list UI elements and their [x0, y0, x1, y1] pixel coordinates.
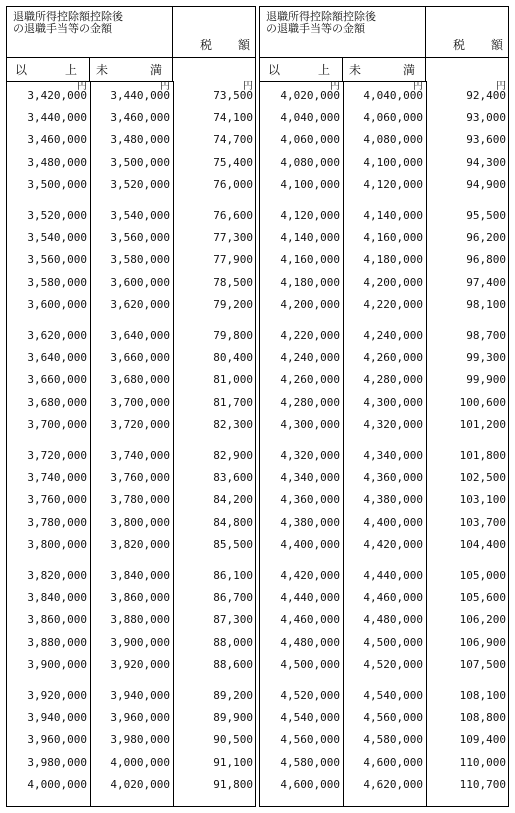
amount-to-cell: 3,580,000 [110, 253, 170, 267]
amount-to-cell: 4,060,000 [363, 111, 423, 125]
table-row [7, 111, 255, 129]
amount-from-cell: 3,520,000 [27, 209, 87, 222]
amount-from-cell: 3,900,000 [27, 657, 87, 671]
table-row [260, 276, 508, 294]
amount-to-cell: 3,540,000 [110, 209, 170, 222]
amount-to-cell: 4,360,000 [363, 471, 423, 485]
tax-amount-cell: 82,900 [213, 449, 253, 462]
table-row [260, 516, 508, 534]
amount-from-cell: 4,580,000 [280, 755, 340, 769]
amount-to-cell: 4,120,000 [363, 177, 423, 191]
tax-table-right [259, 6, 509, 807]
amount-header-line2: の退職手当等の金額 [266, 22, 365, 35]
amount-to-cell: 4,160,000 [363, 231, 423, 245]
tax-amount-cell: 88,600 [213, 657, 253, 671]
amount-to-cell: 4,140,000 [363, 209, 423, 222]
tax-amount-cell: 100,600 [459, 395, 506, 409]
tax-amount-cell: 76,600 [213, 209, 253, 222]
amount-to-cell: 4,440,000 [363, 569, 423, 582]
table-row [260, 329, 508, 347]
table-row [7, 418, 255, 436]
table-row [7, 756, 255, 774]
tax-amount-cell: 81,700 [213, 395, 253, 409]
amount-from-cell: 3,560,000 [27, 253, 87, 267]
tax-amount-cell: 80,400 [213, 351, 253, 365]
amount-to-cell: 4,340,000 [363, 449, 423, 462]
amount-from-cell: 4,040,000 [280, 111, 340, 125]
table-row [7, 733, 255, 751]
table-row [260, 471, 508, 489]
table-row [7, 658, 255, 676]
table-row [260, 756, 508, 774]
tax-header [173, 7, 255, 81]
amount-from-cell: 4,120,000 [280, 209, 340, 222]
table-row [7, 276, 255, 294]
table-row [7, 253, 255, 271]
amount-from-cell: 4,300,000 [280, 417, 340, 431]
amount-to-cell: 3,920,000 [110, 657, 170, 671]
tax-amount-cell: 96,200 [466, 231, 506, 245]
amount-from-cell: 4,060,000 [280, 133, 340, 147]
amount-to-cell: 4,540,000 [363, 689, 423, 702]
tax-amount-cell: 87,300 [213, 613, 253, 627]
amount-to-cell: 4,300,000 [363, 395, 423, 409]
tax-amount-cell: 103,700 [459, 515, 506, 529]
amount-to-cell: 3,640,000 [110, 329, 170, 342]
amount-to-cell: 3,660,000 [110, 351, 170, 365]
tax-amount-cell: 91,100 [213, 755, 253, 769]
table-row [7, 569, 255, 587]
amount-to-cell: 3,520,000 [110, 177, 170, 191]
amount-from-cell: 3,640,000 [27, 351, 87, 365]
table-row [260, 178, 508, 196]
amount-from-cell: 4,020,000 [280, 89, 340, 102]
table-row [7, 178, 255, 196]
tax-amount-cell: 90,500 [213, 733, 253, 747]
amount-to-cell: 4,260,000 [363, 351, 423, 365]
tax-amount-cell: 95,500 [466, 209, 506, 222]
amount-to-cell: 4,600,000 [363, 755, 423, 769]
tax-amount-cell: 105,600 [459, 591, 506, 605]
amount-from-cell: 4,100,000 [280, 177, 340, 191]
col-ijo-char2: 上 [317, 62, 330, 77]
tax-header-char1: 税 [452, 37, 465, 52]
table-row [7, 471, 255, 489]
amount-from-cell: 3,600,000 [27, 297, 87, 311]
amount-from-cell: 4,080,000 [280, 155, 340, 169]
tax-amount-cell: 84,200 [213, 493, 253, 507]
table-row [7, 493, 255, 511]
table-row [260, 133, 508, 151]
table-row [7, 373, 255, 391]
tax-amount-cell: 106,200 [459, 613, 506, 627]
tax-amount-cell: 81,000 [213, 373, 253, 387]
col-header-ijo [260, 57, 343, 81]
table-row [260, 658, 508, 676]
amount-to-cell: 3,800,000 [110, 515, 170, 529]
tax-amount-cell: 84,800 [213, 515, 253, 529]
tax-amount-cell: 110,700 [459, 777, 506, 791]
amount-to-cell: 4,240,000 [363, 329, 423, 342]
tax-amount-cell: 88,000 [213, 635, 253, 649]
sub-header [7, 57, 173, 82]
amount-to-cell: 3,960,000 [110, 711, 170, 725]
amount-from-cell: 4,140,000 [280, 231, 340, 245]
tax-amount-cell: 92,400 [466, 89, 506, 102]
col-header-miman [343, 57, 426, 81]
amount-from-cell: 3,880,000 [27, 635, 87, 649]
amount-from-cell: 4,380,000 [280, 515, 340, 529]
amount-to-cell: 4,580,000 [363, 733, 423, 747]
amount-to-cell: 3,940,000 [110, 689, 170, 702]
amount-to-cell: 4,320,000 [363, 417, 423, 431]
amount-from-cell: 3,660,000 [27, 373, 87, 387]
amount-from-cell: 3,740,000 [27, 471, 87, 485]
amount-to-cell: 4,180,000 [363, 253, 423, 267]
table-row [260, 569, 508, 587]
table-row [7, 689, 255, 707]
amount-to-cell: 4,620,000 [363, 777, 423, 791]
amount-from-cell: 4,260,000 [280, 373, 340, 387]
amount-to-cell: 3,900,000 [110, 635, 170, 649]
amount-from-cell: 4,340,000 [280, 471, 340, 485]
table-row [260, 89, 508, 107]
table-row [7, 591, 255, 609]
table-row [7, 156, 255, 174]
amount-to-cell: 3,620,000 [110, 297, 170, 311]
amount-from-cell: 3,720,000 [27, 449, 87, 462]
tax-amount-cell: 104,400 [459, 537, 506, 551]
col-header-ijo [7, 57, 90, 81]
col-miman-char2: 満 [149, 62, 162, 77]
amount-from-cell: 3,980,000 [27, 755, 87, 769]
table-row [260, 231, 508, 249]
table-row [260, 111, 508, 129]
amount-from-cell: 3,860,000 [27, 613, 87, 627]
amount-to-cell: 4,200,000 [363, 275, 423, 289]
unit-label: 円 [330, 81, 340, 92]
tax-amount-cell: 98,700 [466, 329, 506, 342]
amount-from-cell: 3,800,000 [27, 537, 87, 551]
amount-to-cell: 4,400,000 [363, 515, 423, 529]
tax-amount-cell: 97,400 [466, 275, 506, 289]
amount-to-cell: 4,520,000 [363, 657, 423, 671]
amount-from-cell: 4,480,000 [280, 635, 340, 649]
tax-amount-cell: 86,700 [213, 591, 253, 605]
amount-from-cell: 4,220,000 [280, 329, 340, 342]
amount-from-cell: 3,620,000 [27, 329, 87, 342]
amount-from-cell: 4,360,000 [280, 493, 340, 507]
table-row [260, 711, 508, 729]
amount-from-cell: 3,420,000 [27, 89, 87, 102]
col-ijo-char1: 以 [268, 62, 281, 77]
amount-from-cell: 4,240,000 [280, 351, 340, 365]
amount-to-cell: 4,380,000 [363, 493, 423, 507]
amount-from-cell: 3,960,000 [27, 733, 87, 747]
amount-to-cell: 4,000,000 [110, 755, 170, 769]
amount-to-cell: 3,480,000 [110, 133, 170, 147]
col-miman-char1: 未 [96, 62, 109, 77]
tax-amount-cell: 94,300 [466, 155, 506, 169]
amount-from-cell: 3,500,000 [27, 177, 87, 191]
table-row [260, 396, 508, 414]
amount-header-line2: の退職手当等の金額 [13, 22, 112, 35]
tax-amount-cell: 74,700 [213, 133, 253, 147]
table-row [7, 351, 255, 369]
table-row [260, 613, 508, 631]
table-row [260, 373, 508, 391]
amount-header-line1: 退職所得控除額控除後 [13, 10, 123, 23]
table-row [260, 733, 508, 751]
tax-header-char2: 額 [238, 37, 251, 52]
amount-from-cell: 3,760,000 [27, 493, 87, 507]
amount-header-line1: 退職所得控除額控除後 [266, 10, 376, 23]
amount-from-cell: 4,160,000 [280, 253, 340, 267]
amount-from-cell: 4,600,000 [280, 777, 340, 791]
unit-label: 円 [496, 81, 506, 92]
tax-amount-cell: 75,400 [213, 155, 253, 169]
amount-to-cell: 3,600,000 [110, 275, 170, 289]
tax-amount-cell: 74,100 [213, 111, 253, 125]
tax-amount-cell: 93,000 [466, 111, 506, 125]
amount-to-cell: 3,860,000 [110, 591, 170, 605]
table-row [7, 396, 255, 414]
amount-from-cell: 4,320,000 [280, 449, 340, 462]
tax-header-char2: 額 [491, 37, 504, 52]
tax-table-left [6, 6, 256, 807]
amount-from-cell: 4,180,000 [280, 275, 340, 289]
amount-from-cell: 3,580,000 [27, 275, 87, 289]
amount-from-cell: 3,780,000 [27, 515, 87, 529]
tax-amount-cell: 106,900 [459, 635, 506, 649]
tax-amount-cell: 101,800 [459, 449, 506, 462]
amount-to-cell: 4,280,000 [363, 373, 423, 387]
table-row [7, 516, 255, 534]
tax-amount-cell: 79,800 [213, 329, 253, 342]
tax-amount-cell: 78,500 [213, 275, 253, 289]
amount-header [7, 7, 173, 57]
tax-amount-cell: 99,900 [466, 373, 506, 387]
unit-label: 円 [160, 81, 170, 92]
amount-from-cell: 3,540,000 [27, 231, 87, 245]
table-row [260, 209, 508, 227]
tax-amount-cell: 96,800 [466, 253, 506, 267]
amount-to-cell: 4,040,000 [363, 89, 423, 102]
table-row [260, 778, 508, 796]
amount-to-cell: 3,740,000 [110, 449, 170, 462]
table-row [7, 231, 255, 249]
amount-to-cell: 4,480,000 [363, 613, 423, 627]
amount-to-cell: 3,460,000 [110, 111, 170, 125]
tax-amount-cell: 105,000 [459, 569, 506, 582]
amount-to-cell: 3,980,000 [110, 733, 170, 747]
amount-from-cell: 4,280,000 [280, 395, 340, 409]
amount-from-cell: 4,520,000 [280, 689, 340, 702]
tax-amount-cell: 77,300 [213, 231, 253, 245]
amount-to-cell: 4,020,000 [110, 777, 170, 791]
table-row [260, 636, 508, 654]
amount-header [260, 7, 426, 57]
tax-amount-cell: 85,500 [213, 537, 253, 551]
tax-amount-cell: 73,500 [213, 89, 253, 102]
amount-from-cell: 4,440,000 [280, 591, 340, 605]
amount-from-cell: 3,840,000 [27, 591, 87, 605]
amount-from-cell: 3,480,000 [27, 155, 87, 169]
table-row [7, 538, 255, 556]
amount-to-cell: 4,420,000 [363, 537, 423, 551]
amount-from-cell: 3,680,000 [27, 395, 87, 409]
amount-from-cell: 3,940,000 [27, 711, 87, 725]
amount-from-cell: 4,200,000 [280, 297, 340, 311]
amount-from-cell: 3,920,000 [27, 689, 87, 702]
amount-from-cell: 4,460,000 [280, 613, 340, 627]
table-row [7, 298, 255, 316]
amount-to-cell: 4,460,000 [363, 591, 423, 605]
amount-from-cell: 4,560,000 [280, 733, 340, 747]
amount-to-cell: 4,220,000 [363, 297, 423, 311]
table-row [260, 591, 508, 609]
col-header-miman [90, 57, 173, 81]
amount-from-cell: 3,440,000 [27, 111, 87, 125]
amount-from-cell: 4,000,000 [27, 777, 87, 791]
tax-amount-cell: 91,800 [213, 777, 253, 791]
table-row [7, 613, 255, 631]
amount-to-cell: 4,080,000 [363, 133, 423, 147]
tax-amount-cell: 77,900 [213, 253, 253, 267]
amount-to-cell: 4,500,000 [363, 635, 423, 649]
tax-amount-cell: 108,100 [459, 689, 506, 702]
unit-label: 円 [413, 81, 423, 92]
tax-amount-cell: 110,000 [459, 755, 506, 769]
table-row [7, 711, 255, 729]
amount-to-cell: 3,680,000 [110, 373, 170, 387]
amount-to-cell: 3,880,000 [110, 613, 170, 627]
col-miman-char1: 未 [349, 62, 362, 77]
col-ijo-char2: 上 [64, 62, 77, 77]
tax-amount-cell: 102,500 [459, 471, 506, 485]
tax-header [426, 7, 508, 81]
col-miman-char2: 満 [402, 62, 415, 77]
tax-amount-cell: 83,600 [213, 471, 253, 485]
table-row [260, 493, 508, 511]
table-row [260, 253, 508, 271]
table-row [7, 778, 255, 796]
unit-label: 円 [243, 81, 253, 92]
tax-amount-cell: 82,300 [213, 417, 253, 431]
col-ijo-char1: 以 [15, 62, 28, 77]
table-row [7, 133, 255, 151]
table-row [260, 298, 508, 316]
tax-amount-cell: 89,200 [213, 689, 253, 702]
table-row [7, 89, 255, 107]
sub-header [260, 57, 426, 82]
tax-amount-cell: 99,300 [466, 351, 506, 365]
amount-to-cell: 4,560,000 [363, 711, 423, 725]
table-row [7, 449, 255, 467]
table-row [7, 329, 255, 347]
table-row [260, 449, 508, 467]
tax-header-char1: 税 [199, 37, 212, 52]
table-row [260, 156, 508, 174]
amount-from-cell: 3,700,000 [27, 417, 87, 431]
tax-amount-cell: 103,100 [459, 493, 506, 507]
amount-to-cell: 3,440,000 [110, 89, 170, 102]
amount-from-cell: 4,420,000 [280, 569, 340, 582]
amount-to-cell: 3,500,000 [110, 155, 170, 169]
amount-to-cell: 3,840,000 [110, 569, 170, 582]
table-row [260, 538, 508, 556]
tax-amount-cell: 79,200 [213, 297, 253, 311]
tax-amount-cell: 107,500 [459, 657, 506, 671]
amount-to-cell: 3,780,000 [110, 493, 170, 507]
tax-amount-cell: 98,100 [466, 297, 506, 311]
tax-amount-cell: 93,600 [466, 133, 506, 147]
tax-amount-cell: 101,200 [459, 417, 506, 431]
amount-to-cell: 3,700,000 [110, 395, 170, 409]
tax-amount-cell: 109,400 [459, 733, 506, 747]
amount-to-cell: 3,560,000 [110, 231, 170, 245]
amount-from-cell: 3,820,000 [27, 569, 87, 582]
table-row [7, 636, 255, 654]
amount-from-cell: 4,400,000 [280, 537, 340, 551]
tax-amount-cell: 94,900 [466, 177, 506, 191]
amount-from-cell: 4,540,000 [280, 711, 340, 725]
table-row [7, 209, 255, 227]
tax-amount-cell: 108,800 [459, 711, 506, 725]
table-row [260, 351, 508, 369]
tax-amount-cell: 86,100 [213, 569, 253, 582]
amount-to-cell: 3,720,000 [110, 417, 170, 431]
amount-from-cell: 4,500,000 [280, 657, 340, 671]
tax-amount-cell: 89,900 [213, 711, 253, 725]
amount-from-cell: 3,460,000 [27, 133, 87, 147]
amount-to-cell: 3,760,000 [110, 471, 170, 485]
table-row [260, 689, 508, 707]
tax-amount-cell: 76,000 [213, 177, 253, 191]
table-row [260, 418, 508, 436]
amount-to-cell: 3,820,000 [110, 537, 170, 551]
unit-label: 円 [77, 81, 87, 92]
amount-to-cell: 4,100,000 [363, 155, 423, 169]
